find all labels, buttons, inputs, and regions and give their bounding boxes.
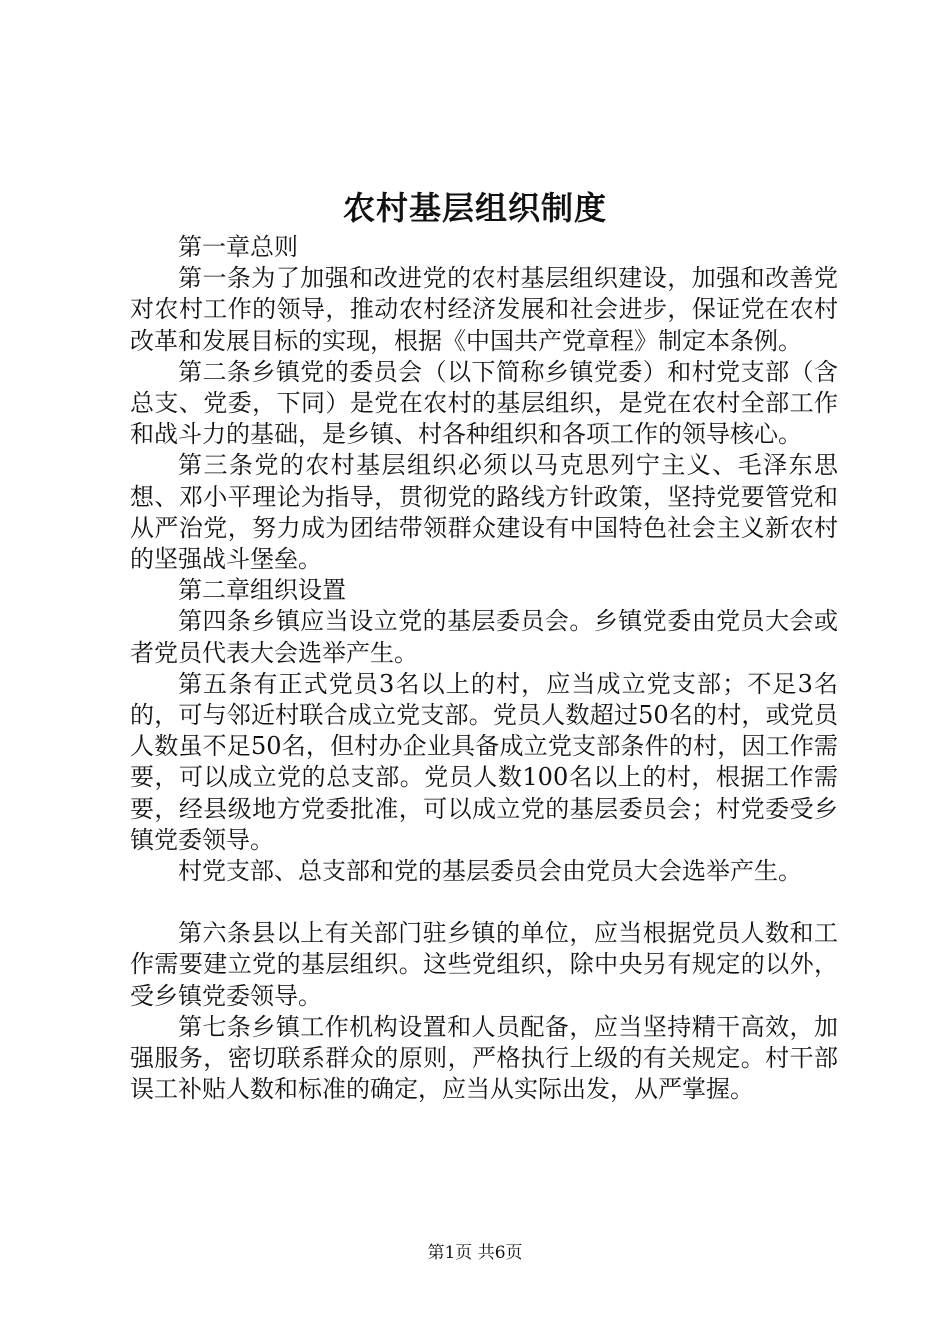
article-paragraph: 第三条党的农村基层组织必须以马克思列宁主义、毛泽东思想、邓小平理论为指导，贯彻党的路线方针政策，坚持党要管党和从严治党，努力成为团结带领群众建设有中国特色社会主义新农村的坚强战斗堡垒。: [130, 451, 838, 574]
document-body: [130, 232, 838, 1105]
article-paragraph: 第一条为了加强和改进党的农村基层组织建设，加强和改善党对农村工作的领导，推动农村经济发展和社会进步，保证党在农村改革和发展目标的实现，根据《中国共产党章程》制定本条例。: [130, 264, 838, 355]
document-title: 农村基层组织制度: [342, 189, 607, 227]
page-number-footer: 第1页 共6页: [427, 1243, 523, 1263]
article-paragraph: 第二条乡镇党的委员会（以下简称乡镇党委）和村党支部（含总支、党委，下同）是党在农村的基层组织，是党在农村全部工作和战斗力的基础，是乡镇、村各种组织和各项工作的领导核心。: [130, 357, 838, 449]
article-paragraph: 村党支部、总支部和党的基层委员会由党员大会选举产生。: [178, 857, 802, 886]
article-paragraph: 第六条县以上有关部门驻乡镇的单位，应当根据党员人数和工作需要建立党的基层组织。这些党组织，除中央另有规定的以外，受乡镇党委领导。: [130, 919, 838, 1010]
article-paragraph: 第七条乡镇工作机构设置和人员配备，应当坚持精干高效，加强服务，密切联系群众的原则，严格执行上级的有关规定。村干部误工补贴人数和标准的确定，应当从实际出发，从严掌握。: [130, 1012, 838, 1104]
chapter-heading: 第二章组织设置: [178, 576, 346, 605]
article-paragraph: 第五条有正式党员3名以上的村，应当成立党支部；不足3名的，可与邻近村联合成立党支部。党员人数超过50名的村，或党员人数虽不足50名，但村办企业具备成立党支部条件的村，因工作需要，可以成立党的总支部。党员人数100名以上的村，根据工作需要，经县级地方党委批准，可以成立党的基层委员会；村党委受乡镇党委领导。: [130, 669, 838, 854]
article-paragraph: 第四条乡镇应当设立党的基层委员会。乡镇党委由党员大会或者党员代表大会选举产生。: [130, 607, 838, 667]
chapter-heading: 第一章总则: [178, 233, 298, 261]
